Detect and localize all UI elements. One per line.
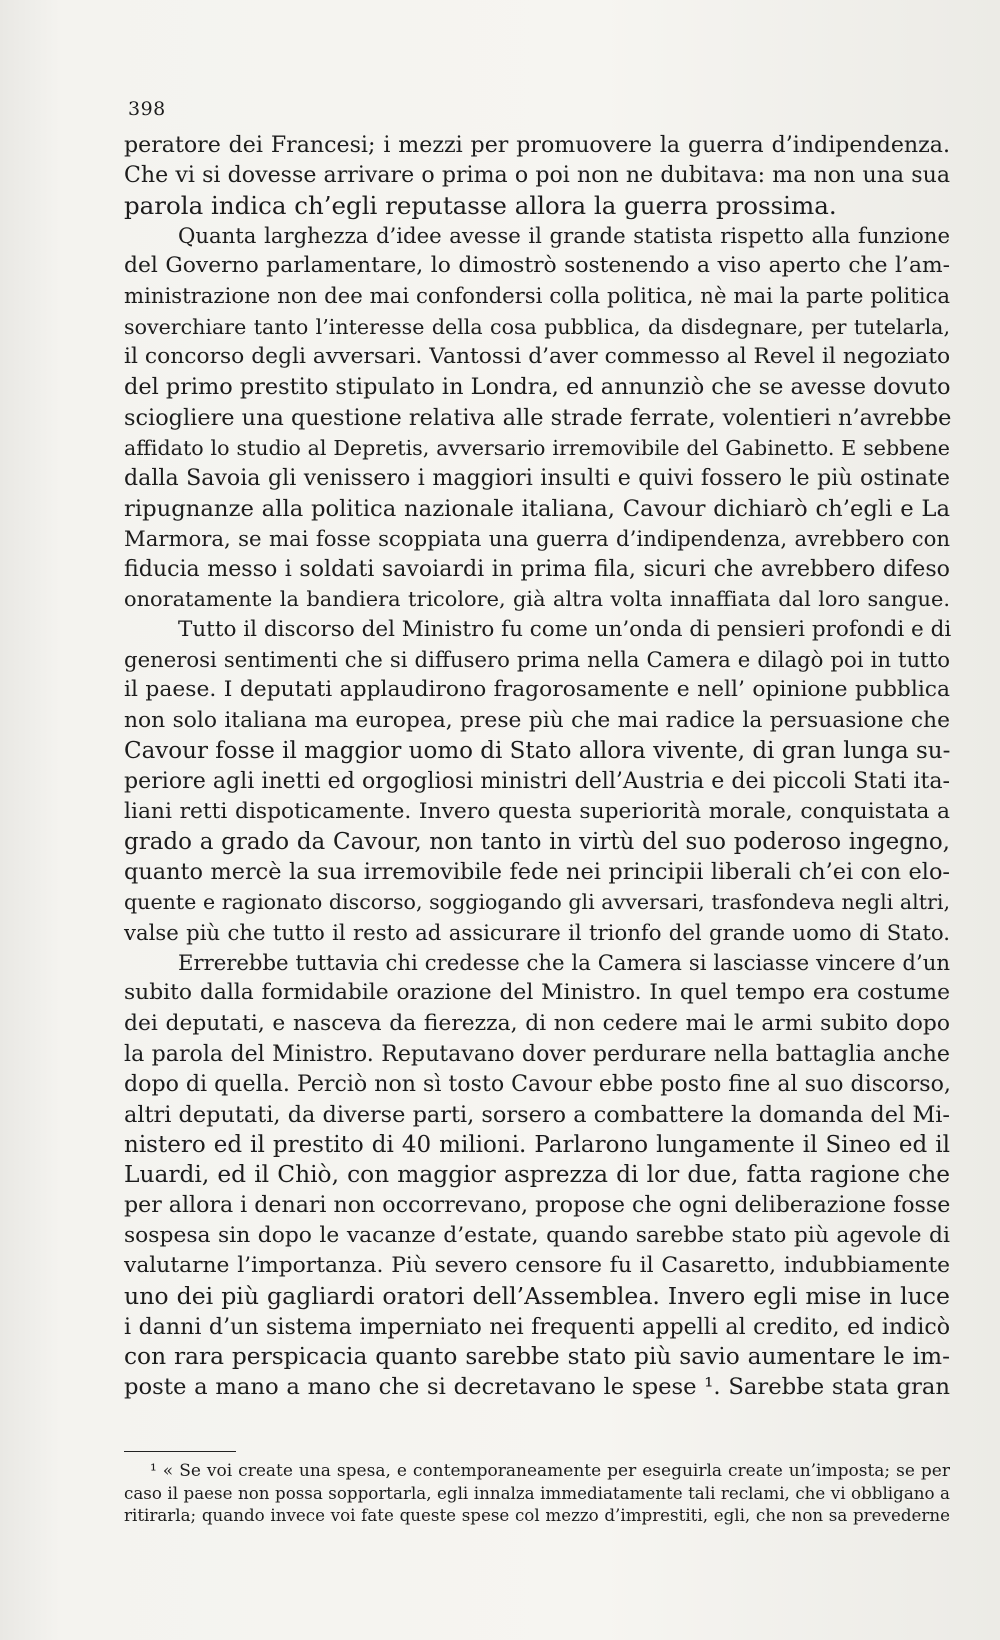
text-line: quanto mercè la sua irremovibile fede nei principii liberali ch’ei con elo- [124, 859, 950, 886]
main-text [124, 130, 950, 1402]
text-line: Che vi si dovesse arrivare o prima o poi non ne dubitava: ma non una sua [124, 162, 950, 189]
text-line: liani retti dispoticamente. Invero questa superiorità morale, conquistata a [124, 798, 950, 824]
text-line: periore agli inetti ed orgogliosi ministri dell’Austria e dei piccoli Stati ita- [124, 768, 950, 795]
footnote-line: ritirarla; quando invece voi fate queste spese col mezzo d’imprestiti, egli, che non sa prevederne [124, 1505, 950, 1525]
text-line: peratore dei Francesi; i mezzi per promuovere la guerra d’indipendenza. [124, 132, 950, 158]
paragraph-start: Errerebbe tuttavia chi credesse che la Camera si lasciasse vincere d’un [178, 950, 950, 976]
text-line: ministrazione non dee mai confondersi colla politica, nè mai la parte politica [124, 283, 950, 309]
text-line: il concorso degli avversari. Vantossi d’aver commesso al Revel il negoziato [124, 344, 951, 370]
text-line: il paese. I deputati applaudirono fragorosamente e nell’ opinione pubblica [124, 677, 950, 703]
text-line: dopo di quella. Perciò non sì tosto Cavour ebbe posto fine al suo discorso, [124, 1071, 951, 1098]
text-line: del Governo parlamentare, lo dimostrò sostenendo a viso aperto che l’am- [124, 253, 950, 279]
footnote-divider [124, 1451, 236, 1452]
text-line: fiducia messo i soldati savoiardi in prima fila, sicuri che avrebbero difeso [124, 556, 950, 583]
footnote-line: ¹ « Se voi create una spesa, e contemporaneamente per eseguirla create un’imposta; se per [150, 1461, 950, 1481]
text-line: dei deputati, e nasceva da fierezza, di non cedere mai le armi subito dopo [124, 1010, 950, 1036]
paragraph-start: Tutto il discorso del Ministro fu come un’onda di pensieri profondi e di [178, 616, 952, 642]
text-line: del primo prestito stipulato in Londra, ed annunziò che se avesse dovuto [124, 374, 951, 401]
text-line: valse più che tutto il resto ad assicurare il trionfo del grande uomo di Stato. [124, 919, 950, 945]
paragraph-start: Quanta larghezza d’idee avesse il grande statista rispetto alla funzione [178, 222, 950, 248]
text-line: ripugnanze alla politica nazionale italiana, Cavour dichiarò ch’egli e La [124, 495, 950, 522]
text-line: Luardi, ed il Chiò, con maggior asprezza di lor due, fatta ragione che [124, 1161, 950, 1189]
text-line: dalla Savoia gli venissero i maggiori insulti e quivi fossero le più ostinate [124, 465, 950, 492]
text-line: onoratamente la bandiera tricolore, già altra volta innaffiata dal loro sangue. [124, 587, 950, 612]
text-line: parola indica ch’egli reputasse allora la guerra prossima. [124, 190, 837, 220]
text-line: Marmora, se mai fosse scoppiata una guerra d’indipendenza, avrebbero con [124, 525, 950, 551]
text-line: non solo italiana ma europea, prese più che mai radice la persuasione che [124, 707, 950, 733]
text-line: quente e ragionato discorso, soggiogando gli avversari, trasfondeva negli altri, [124, 890, 950, 915]
text-line: sciogliere una questione relativa alle strade ferrate, volentieri n’avrebbe [124, 404, 952, 431]
text-line: subito dalla formidabile orazione del Ministro. In quel tempo era costume [124, 980, 950, 1006]
text-line: i danni d’un sistema imperniato nei frequenti appelli al credito, ed indicò [124, 1313, 950, 1340]
text-line: soverchiare tanto l’interesse della cosa pubblica, da disdegnare, per tutelarla, [124, 314, 950, 339]
footnote [124, 1460, 950, 1526]
page-number: 398 [128, 98, 166, 120]
text-line: sospesa sin dopo le vacanze d’estate, quando sarebbe stato più agevole di [124, 1222, 950, 1248]
text-line: grado a grado da Cavour, non tanto in virtù del suo poderoso ingegno, [124, 828, 950, 855]
text-line: per allora i denari non occorrevano, propose che ogni deliberazione fosse [124, 1192, 951, 1219]
text-line: affidato lo studio al Depretis, avversario irremovibile del Gabinetto. E sebbene [124, 435, 950, 460]
text-line: con rara perspicacia quanto sarebbe stato più savio aumentare le im- [124, 1342, 950, 1370]
text-line: uno dei più gagliardi oratori dell’Assemblea. Invero egli mise in luce [124, 1282, 950, 1311]
text-line: generosi sentimenti che si diffusero prima nella Camera e dilagò poi in tutto [124, 647, 950, 673]
text-line: altri deputati, da diverse parti, sorsero a combattere la domanda del Mi- [124, 1101, 950, 1128]
text-line: poste a mano a mano che si decretavano le spese ¹. Sarebbe stata gran [124, 1374, 950, 1401]
text-line: Cavour fosse il maggior uomo di Stato allora vivente, di gran lunga su- [124, 737, 951, 764]
text-line: nistero ed il prestito di 40 milioni. Parlarono lungamente il Sineo ed il [124, 1131, 950, 1158]
text-line: valutarne l’importanza. Più severo censore fu il Casaretto, indubbiamente [124, 1252, 950, 1278]
footnote-line: caso il paese non possa sopportarla, egli innalza immediatamente tali reclami, che vi obbligano a [124, 1483, 950, 1503]
text-line: la parola del Ministro. Reputavano dover perdurare nella battaglia anche [124, 1040, 950, 1067]
